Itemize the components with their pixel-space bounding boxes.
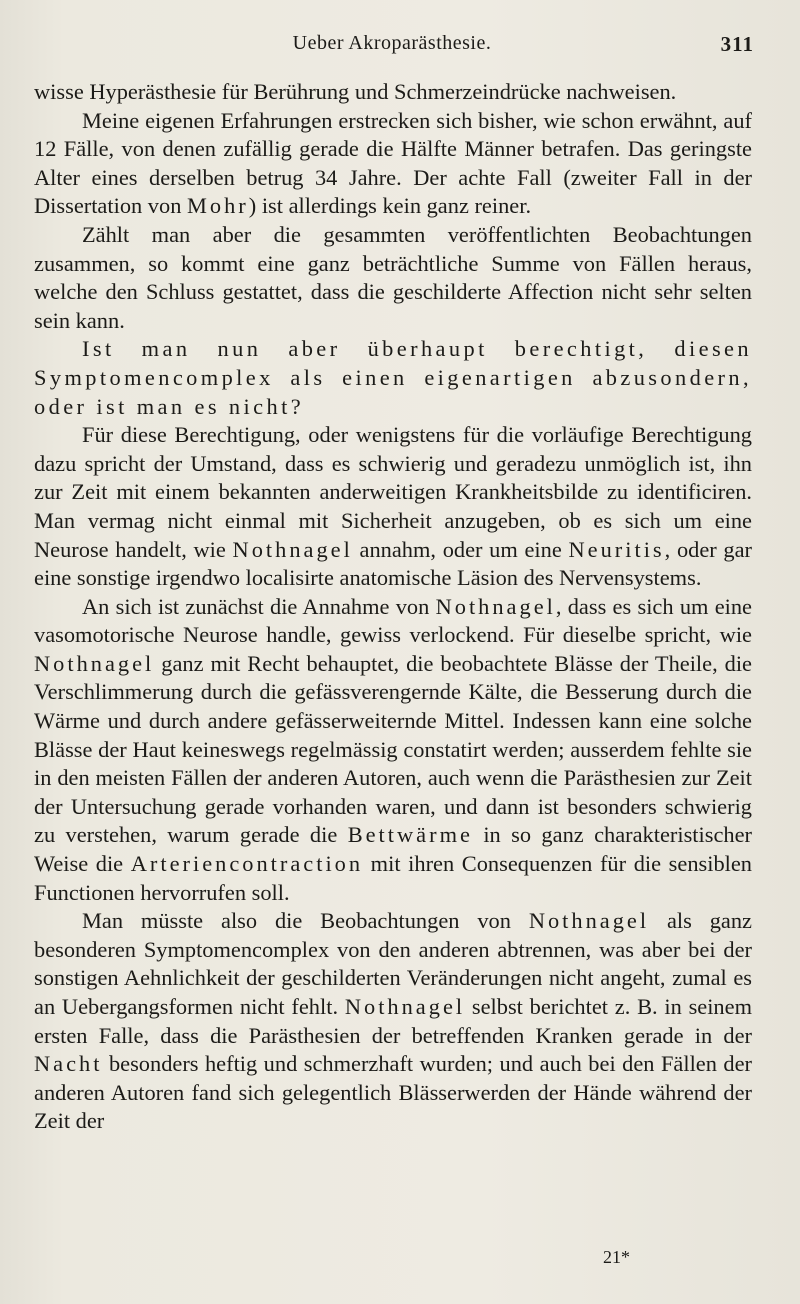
spaced-emphasis: Nothnagel bbox=[528, 908, 650, 934]
text-run: besonders heftig und schmerzhaft wurden; und auch bei den Fällen der anderen Autoren fand sich gelegentlich Blässerwerden der Hände während der Zeit der bbox=[34, 1051, 752, 1134]
paragraph bbox=[34, 335, 752, 421]
text-run: ) ist allerdings kein ganz reiner. bbox=[248, 193, 532, 219]
page-header bbox=[30, 30, 754, 60]
text-run: Man müsste also die Beobachtungen von bbox=[82, 908, 529, 934]
paragraph bbox=[34, 907, 752, 1136]
spaced-emphasis: Neuritis bbox=[568, 536, 665, 562]
text-run: Zählt man aber die gesammten veröffentlichten Beobachtungen zusammen, so kommt eine ganz beträchtliche Summe von Fällen heraus, welche den Schluss gestattet, dass die geschilderte Affection nicht sehr selten sein kann. bbox=[34, 221, 752, 333]
paragraph bbox=[34, 78, 752, 107]
spaced-emphasis: Nacht bbox=[34, 1051, 103, 1077]
text-run: wisse Hyperästhesie für Berührung und Schmerzeindrücke nachweisen. bbox=[34, 79, 677, 104]
signature-mark: 21* bbox=[603, 1247, 630, 1267]
page-number: 311 bbox=[720, 32, 754, 56]
text-run: , dass es sich um eine vasomotorische Neurose handle, gewiss verlockend. Für dieselbe spricht, wie bbox=[34, 593, 752, 648]
body-text bbox=[34, 78, 752, 1136]
spaced-emphasis: Ist man nun aber überhaupt berechtigt, diesen Symptomencomplex als einen eigenartigen abzusondern, oder ist man es nicht? bbox=[34, 336, 752, 419]
text-run: annahm, oder um eine bbox=[352, 536, 569, 562]
text-run: als ganz besonderen Symptomencomplex von den anderen abtrennen, was aber bei der sonstigen Aehnlichkeit der geschilderten Veränderungen nicht angeht, zumal es an Uebergangsformen nicht fehlt. bbox=[34, 908, 752, 1019]
text-run: Meine eigenen Erfahrungen erstrecken sich bisher, wie schon erwähnt, auf 12 Fälle, von denen zufällig gerade die Hälfte Männer betrafen. Das geringste Alter eines derselben betrug 34 Jahre. Der achte Fall (zweiter Fall in der Dissertation von bbox=[34, 107, 752, 219]
text-run: mit ihren Consequenzen für die sensiblen Functionen hervorrufen soll. bbox=[34, 851, 752, 905]
text-run: ganz mit Recht behauptet, die beobachtete Blässe der Theile, die Verschlimmerung durch die gefässverengernde Kälte, die Besserung durch die Wärme und durch andere gefässerweiternde Mittel. Indessen kann eine solche Blässe der Haut keineswegs regelmässig constatirt werden; ausserdem fehlte sie in den meisten Fällen der anderen Autoren, auch wenn die Parästhesien zur Zeit der Untersuchung gerade vorhanden waren, und dann ist besonders schwierig zu verstehen, warum gerade die bbox=[34, 650, 752, 848]
spaced-emphasis: Nothnagel bbox=[232, 536, 353, 562]
text-run: An sich ist zunächst die Annahme von bbox=[82, 593, 436, 619]
text-run: in so ganz charakteristischer Weise die bbox=[34, 822, 752, 877]
spaced-emphasis: Nothnagel bbox=[34, 650, 155, 676]
paragraph bbox=[34, 107, 752, 221]
spaced-emphasis: Nothnagel bbox=[435, 593, 556, 619]
running-title: Ueber Akroparästhesie. bbox=[292, 32, 492, 54]
text-run: selbst berichtet z. B. in seinem ersten Falle, dass die Parästhesien der betreffenden Kranken gerade in der bbox=[34, 994, 752, 1048]
text-run: , oder gar eine sonstige irgendwo localisirte anatomische Läsion des Nervensystems. bbox=[34, 536, 753, 591]
paragraph bbox=[34, 221, 752, 335]
paragraph bbox=[34, 421, 752, 593]
text-run: Für diese Berechtigung, oder wenigstens für die vorläufige Berechtigung dazu spricht der Umstand, dass es schwierig und geradezu unmöglich ist, ihn zur Zeit mit einem bekannten anderweitigen Krankheitsbilde zu identificiren. Man vermag nicht einmal mit Sicherheit anzugeben, ob es sich um eine Neurose handelt, wie bbox=[34, 422, 752, 562]
paragraph bbox=[34, 593, 752, 908]
spaced-emphasis: Nothnagel bbox=[344, 994, 466, 1019]
spaced-emphasis: Bettwärme bbox=[347, 822, 473, 848]
spaced-emphasis: Arteriencontraction bbox=[130, 851, 364, 877]
spaced-emphasis: Mohr bbox=[187, 193, 249, 219]
